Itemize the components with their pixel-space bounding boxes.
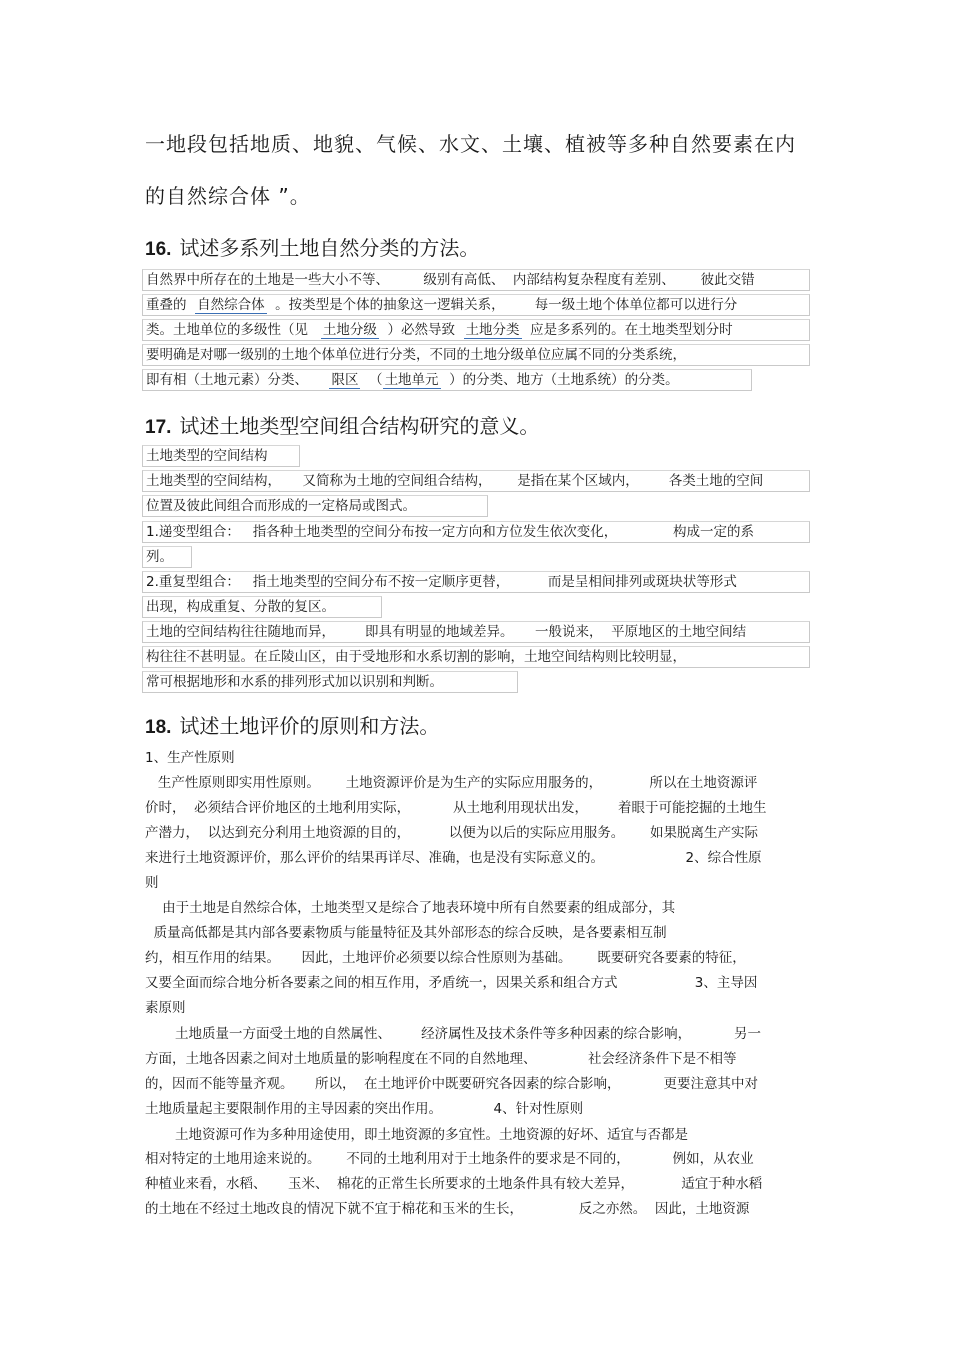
question-title: 试述土地评价的原则和方法。 — [179, 714, 440, 738]
question-number: 18. — [145, 717, 172, 738]
answer-line: 土地的空间结构往往随地而异， 即具有明显的地域差异。 一般说来， 平原地区的土地空间结 — [142, 621, 810, 643]
text-span: 应是多系列的。在土地类型划分时 — [521, 322, 733, 338]
answer-line: 出现，构成重复、分散的复区。 — [142, 596, 382, 618]
text-span: （ — [360, 372, 383, 388]
answer-line: 质量高低都是其内部各要素物质与能量特征及其外部形态的综合反映，是各要素相互制 — [145, 925, 667, 941]
answer-line: 构往往不甚明显。在丘陵山区，由于受地形和水系切割的影响，土地空间结构则比较明显， — [142, 646, 810, 668]
question-16-heading — [145, 232, 479, 261]
answer-line: 约，相互作用的结果。 因此，土地评价必须要以综合性原则为基础。 既要研究各要素的特征， — [145, 950, 746, 966]
answer-line: 的土地在不经过土地改良的情况下就不宜于棉花和玉米的生长， 反之亦然。 因此，土地资源 — [145, 1201, 750, 1217]
text-span: 。按类型是个体的抽象这一逻辑关系， 每一级土地个体单位都可以进行分 — [266, 297, 738, 313]
answer-line: 位置及彼此间组合而形成的一定格局或图式。 — [142, 495, 488, 517]
answer-line: 1、生产性原则 — [145, 750, 235, 766]
link-term[interactable]: 土地单元 — [384, 372, 439, 388]
text-span: 类。土地单位的多级性（见 — [146, 322, 321, 338]
answer-line: 土地类型的空间结构， 又简称为土地的空间组合结构， 是指在某个区域内， 各类土地的空间 — [142, 470, 810, 492]
link-term[interactable]: 土地分类 — [465, 322, 520, 338]
answer-line: 素原则 — [145, 1000, 186, 1016]
answer-line: 列。 — [142, 546, 192, 568]
answer-line: 由于土地是自然综合体，土地类型又是综合了地表环境中所有自然要素的组成部分，其 — [145, 900, 676, 916]
link-term[interactable]: 土地分级 — [322, 322, 377, 338]
answer-line: 方面，土地各因素之间对土地质量的影响程度在不同的自然地理、 社会经济条件下是不相等 — [145, 1051, 737, 1067]
answer-line: 又要全面而综合地分析各要素之间的相互作用，矛盾统一，因果关系和组合方式 3、主导因 — [145, 975, 758, 991]
question-number: 16. — [145, 239, 172, 260]
answer-line — [142, 319, 810, 341]
question-18-heading — [145, 710, 439, 739]
answer-line: 土地资源可作为多种用途使用，即土地资源的多宜性。土地资源的好坏、适宜与否都是 — [145, 1127, 689, 1143]
answer-line: 常可根据地形和水系的排列形式加以识别和判断。 — [142, 671, 518, 693]
question-17-heading — [145, 410, 539, 439]
link-term[interactable]: 限区 — [331, 372, 359, 388]
answer-line — [142, 369, 752, 391]
text-span: ）的分类、地方（土地系统）的分类。 — [440, 372, 679, 388]
answer-line: 价时， 必须结合评价地区的土地利用实际， 从土地利用现状出发， 着眼于可能挖掘的土地生 — [145, 800, 767, 816]
answer-line: 要明确是对哪一级别的土地个体单位进行分类，不同的土地分级单位应属不同的分类系统， — [142, 344, 810, 366]
answer-line: 产潜力， 以达到充分利用土地资源的目的， 以便为以后的实际应用服务。 如果脱离生产实际 — [145, 825, 758, 841]
question-number: 17. — [145, 417, 172, 438]
text-span: 即有相（土地元素）分类、 — [146, 372, 330, 388]
answer-line: 则 — [145, 875, 159, 891]
intro-line-2: 的自然综合体 ”。 — [145, 184, 311, 208]
question-title: 试述多系列土地自然分类的方法。 — [179, 236, 480, 260]
answer-line: 生产性原则即实用性原则。 土地资源评价是为生产的实际应用服务的， 所以在土地资源评 — [145, 775, 758, 791]
answer-line: 土地质量起主要限制作用的主导因素的突出作用。 4、针对性原则 — [145, 1101, 584, 1117]
answer-line: 2.重复型组合： 指土地类型的空间分布不按一定顺序更替， 而是呈相间排列或斑块状等形式 — [142, 571, 810, 593]
answer-line: 种植业来看，水稻、 玉米、 棉花的正常生长所要求的土地条件具有较大差异， 适宜于种水稻 — [145, 1176, 763, 1192]
answer-line: 相对特定的土地用途来说的。 不同的土地利用对于土地条件的要求是不同的， 例如，从农业 — [145, 1151, 754, 1167]
answer-line: 1.递变型组合： 指各种土地类型的空间分布按一定方向和方位发生依次变化， 构成一定的系 — [142, 521, 810, 543]
answer-line: 自然界中所存在的土地是一些大小不等、 级别有高低、 内部结构复杂程度有差别、 彼此交错 — [142, 269, 810, 291]
answer-line: 来进行土地资源评价，那么评价的结果再详尽、准确，也是没有实际意义的。 2、综合性原 — [145, 850, 762, 866]
answer-line — [142, 294, 810, 316]
answer-line: 土地类型的空间结构 — [142, 445, 300, 467]
answer-line: 土地质量一方面受土地的自然属性、 经济属性及技术条件等多种因素的综合影响， 另一 — [145, 1026, 761, 1042]
text-span: ）必然导致 — [378, 322, 464, 338]
link-term[interactable]: 自然综合体 — [197, 297, 265, 313]
text-span: 重叠的 — [146, 297, 196, 313]
answer-line: 的，因而不能等量齐观。 所以， 在土地评价中既要研究各因素的综合影响， 更要注意其中对 — [145, 1076, 758, 1092]
question-title: 试述土地类型空间组合结构研究的意义。 — [179, 414, 540, 438]
intro-line-1: 一地段包括地质、地貌、气候、水文、土壤、植被等多种自然要素在内 — [145, 132, 796, 156]
